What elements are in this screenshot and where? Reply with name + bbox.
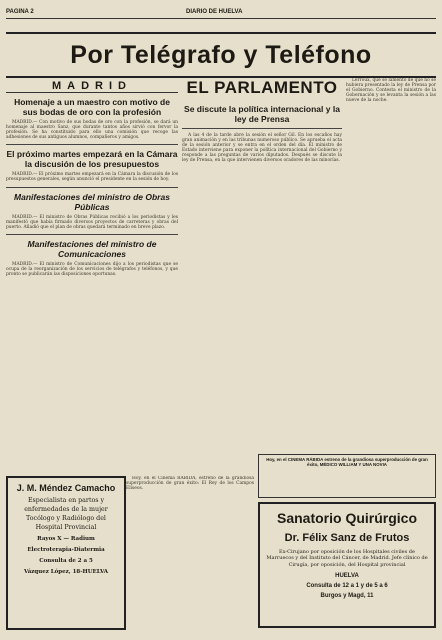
- sanatorium-advertisement: [258, 502, 436, 628]
- headline-communications: Manifestaciones del ministro de Comunicaciones: [27, 238, 157, 259]
- page-number: PAGINA 2: [6, 9, 34, 15]
- column-right: [346, 78, 436, 478]
- ad-doctor-specialty: Especialista en partos y enfermedades de la mujer Tocólogo y Radiólogo del Hospital Provincial: [24, 497, 108, 531]
- article-communications: MADRID.— El ministro de Comunicaciones dijo a los periodistas que se ocupa de la reorganización de los servicios de telégrafos y teléfonos, y que pronto se publicarán las disposiciones oportunas.: [6, 261, 178, 278]
- ad-address: Vázquez López, 18-HUELVA: [23, 569, 109, 575]
- ad-city: HUELVA: [335, 573, 359, 580]
- article-continuation: Lerroux, que se lamentó de que no se hubiera presentado la ley de Prensa por el Gobierno. Contesta el ministro de la Gobernación y se levanta la sesión a las nueve de la noche.: [346, 78, 436, 104]
- subheadline-parliament: Se discute la política internacional y la ley de Prensa: [184, 104, 340, 124]
- headline-public-works: Manifestaciones del ministro de Obras Públicas: [14, 191, 170, 212]
- article-parliament: A las 4 de la tarde abre la sesión el señor Gil. En los escaños hay gran animación y en las tribunas numeroso público. Se aprueba el acta de la sesión anterior y se entra en el orden del día. El ministro de Estado interviene para exponer la política internacional del Gobierno y responde a las preguntas de varios diputados. Después se discute la ley de Prensa, en la que intervienen diversos oradores de las minorías.: [182, 133, 342, 164]
- divider: [6, 234, 178, 235]
- page-header: [6, 6, 436, 19]
- cinema-notice: Hoy, en el Cinema RÁBIDA, estreno de la grandiosa superproducción de gran éxito: El Rey de los Campos Elíseos.: [126, 476, 254, 492]
- ad-consult-hours: Consulta de 2 a 5: [39, 558, 93, 564]
- ad-xray: Rayos X — Radium: [37, 536, 95, 542]
- ad-doctor-name: J. M. Méndez Camacho: [16, 483, 116, 493]
- ad-surgeon-credentials: Ex-Cirujano por oposición de los Hospitales civiles de Marruecos y del Instituto del Cáncer, de Madrid. Jefe clínico de Cirugía, por oposición, del Hospital provincial: [266, 549, 428, 568]
- column-left: [6, 78, 178, 470]
- doctor-advertisement: [6, 476, 126, 630]
- article-budget: MADRID.— El próximo martes empezará en la Cámara la discusión de los presupuestos generales, según anunció el presidente en la sesión de hoy.: [6, 172, 178, 183]
- paper-name: DIARIO DE HUELVA: [186, 9, 243, 15]
- ad-sanatorium-title: Sanatorio Quirúrgico: [276, 510, 417, 526]
- cinema-promo: Hoy, en el CINEMA RÁBIDA estreno de la grandiosa superproducción de gran éxito, MÉDICO WILLIAM Y UNA NOVIA: [258, 454, 436, 498]
- column-center: [182, 78, 342, 478]
- divider: [6, 144, 178, 145]
- divider: [6, 187, 178, 188]
- column-bottom-middle: [126, 476, 254, 626]
- article-homage: MADRID.— Con motivo de sus bodas de oro con la profesión, se dará un homenaje al maestro Sanz, que durante tantos años sirvió con fervor la profesión. Se ha constituido para ello una comisión que recoge las adhesiones de sus antiguos alumnos, compañeros y amigos.: [6, 120, 178, 141]
- newspaper-page: [6, 6, 436, 634]
- headline-budget: El próximo martes empezará en la Cámara la discusión de los presupuestos: [6, 149, 178, 170]
- divider: [182, 128, 342, 129]
- ad-address: Burgos y Magd, 11: [320, 593, 374, 600]
- ad-surgeon-name: Dr. Félix Sanz de Frutos: [284, 532, 410, 544]
- headline-homage: Homenaje a un maestro con motivo de sus bodas de oro con la profesión: [14, 97, 170, 117]
- ad-electrotherapy: Electroterapia-Diatermia: [27, 547, 105, 553]
- section-masthead: Por Telégrafo y Teléfono: [6, 32, 436, 78]
- headline-parliament: EL PARLAMENTO: [186, 78, 338, 97]
- ad-consult-hours: Consulta de 12 a 1 y de 5 a 6: [306, 583, 388, 590]
- article-public-works: MADRID.— El ministro de Obras Públicas recibió a los periodistas y les manifestó que había firmado diversos proyectos de carreteras y obras del puerto. Añadió que el plan de obras quedará terminado en breve plazo.: [6, 214, 178, 230]
- dateline-kicker: MADRID: [6, 80, 178, 93]
